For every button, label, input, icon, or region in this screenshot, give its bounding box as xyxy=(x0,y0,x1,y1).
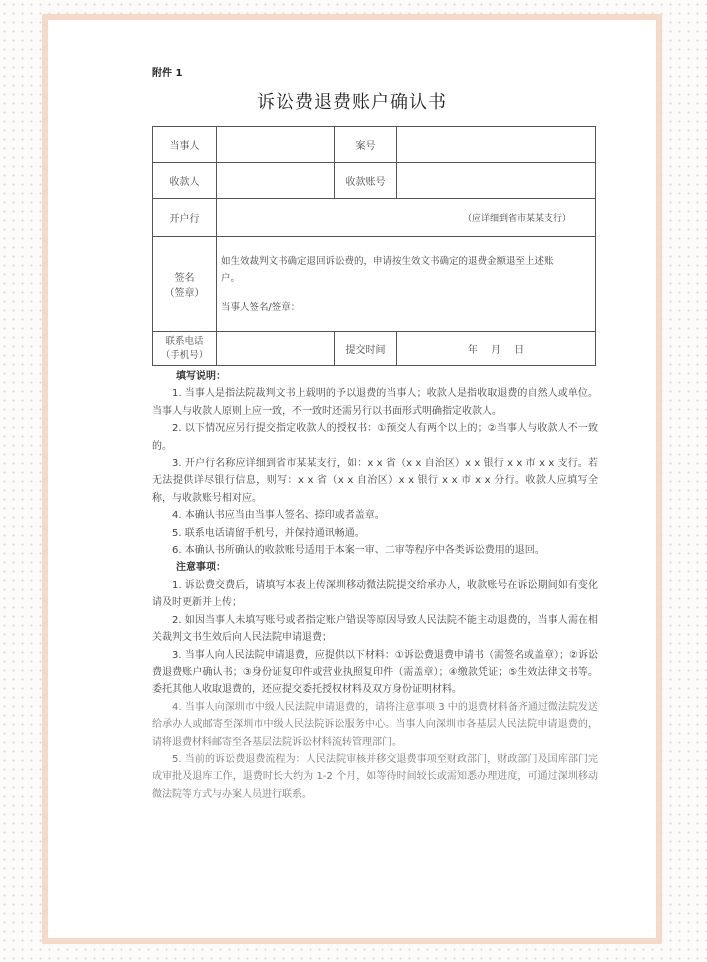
phone-label xyxy=(153,332,217,366)
notes-section xyxy=(152,368,598,803)
signature-label-line1: 签名 xyxy=(174,273,195,284)
payee-field[interactable] xyxy=(217,163,335,199)
phone-label-line2: （手机号） xyxy=(160,349,209,361)
document-title: 诉讼费退费账户确认书 xyxy=(257,92,447,113)
case-no-field[interactable] xyxy=(397,127,596,163)
precaution-item: 5. 当前的诉讼费退费流程为：人民法院审核并移交退费事项至财政部门，财政部门及国库部门完成审批及退库工作，退费时长大约为 1-2 个月，如等待时间较长或需知悉办理进度，可通过深圳移动微法院等方式与办案人员进行联系。 xyxy=(152,753,598,800)
party-field[interactable] xyxy=(217,127,335,163)
date-placeholder: 年 月 日 xyxy=(467,345,525,356)
bank-label: 开户行 xyxy=(153,199,217,237)
case-no-label: 案号 xyxy=(335,127,397,163)
party-label: 当事人 xyxy=(153,127,217,163)
account-form-table xyxy=(152,126,596,366)
fill-instruction-item: 4. 本确认书应当由当事人签名、捺印或者盖章。 xyxy=(172,510,385,522)
payee-account-field[interactable] xyxy=(397,163,596,199)
fill-instruction-item: 1. 当事人是指法院裁判文书上载明的予以退费的当事人；收款人是指收取退费的自然人或单位。当事人与收款人原则上应一致，不一致时还需另行以书面形式明确指定收款人。 xyxy=(152,388,598,417)
signature-prompt: 当事人签名/签章： xyxy=(221,301,301,313)
fill-instruction-item: 5. 联系电话请留手机号，并保持通讯畅通。 xyxy=(172,527,365,539)
document-page xyxy=(48,20,656,938)
payee-label: 收款人 xyxy=(153,163,217,199)
phone-label-line1: 联系电话 xyxy=(165,335,204,347)
fill-instruction-item: 2. 以下情况应另行提交指定收款人的授权书：①预交人有两个以上的；②当事人与收款人不一致的。 xyxy=(152,423,598,452)
phone-field[interactable] xyxy=(217,332,335,366)
signature-label-line2: （签章） xyxy=(164,288,205,299)
bank-hint: （应详细到省市某某支行） xyxy=(462,214,571,224)
submit-time-field[interactable] xyxy=(397,332,596,366)
precaution-item: 3. 当事人向人民法院申请退费，应提供以下材料：①诉讼费退费申请书（需签名或盖章）；②诉讼费退费账户确认书；③身份证复印件或营业执照复印件（需盖章）；④缴款凭证；⑤生效法律文书等。委托其他人收取退费的，还应提交委托授权材料及双方身份证明材料。 xyxy=(152,649,598,696)
precaution-item: 2. 如因当事人未填写账号或者指定账户错误等原因导致人民法院不能主动退费的，当事人需在相关裁判文书生效后向人民法院申请退费； xyxy=(152,614,598,644)
payee-account-label: 收款账号 xyxy=(335,163,397,199)
signature-field[interactable] xyxy=(217,237,596,332)
precaution-item: 4. 当事人向深圳市中级人民法院申请退费的，请将注意事项 3 中的退费材料备齐通过微法院发送给承办人或邮寄至深圳市中级人民法院诉讼服务中心。当事人向深圳市各基层人民法院申请退费的，请将退费材料邮寄至各基层法院诉讼材料流转管理部门。 xyxy=(152,701,598,748)
fill-instruction-item: 3. 开户行名称应详细到省市某某支行，如：x x 省（x x 自治区）x x 银行 x x 市 x x 支行。若无法提供详尽银行信息，则写：x x 省（x x 自治区）x x 银行 x x 市 x x 分行。收款人应填写全称，与收款账号相对应。 xyxy=(152,458,598,504)
precaution-item: 1. 诉讼费交费后，请填写本表上传深圳移动微法院提交给承办人，收款账号在诉讼期间如有变化请及时更新并上传； xyxy=(152,579,598,609)
attachment-label: 附件 1 xyxy=(152,68,183,79)
fill-instructions-heading: 填写说明： xyxy=(176,371,226,382)
signature-label xyxy=(153,237,217,332)
signature-statement: 如生效裁判文书确定退回诉讼费的，申请按生效文书确定的退费金额退至上述账户。 xyxy=(221,255,554,284)
submit-time-label: 提交时间 xyxy=(335,332,397,366)
fill-instruction-item: 6. 本确认书所确认的收款账号适用于本案一审、二审等程序中各类诉讼费用的退回。 xyxy=(172,545,545,557)
precautions-heading: 注意事项： xyxy=(176,562,226,574)
bank-field[interactable] xyxy=(217,199,596,237)
